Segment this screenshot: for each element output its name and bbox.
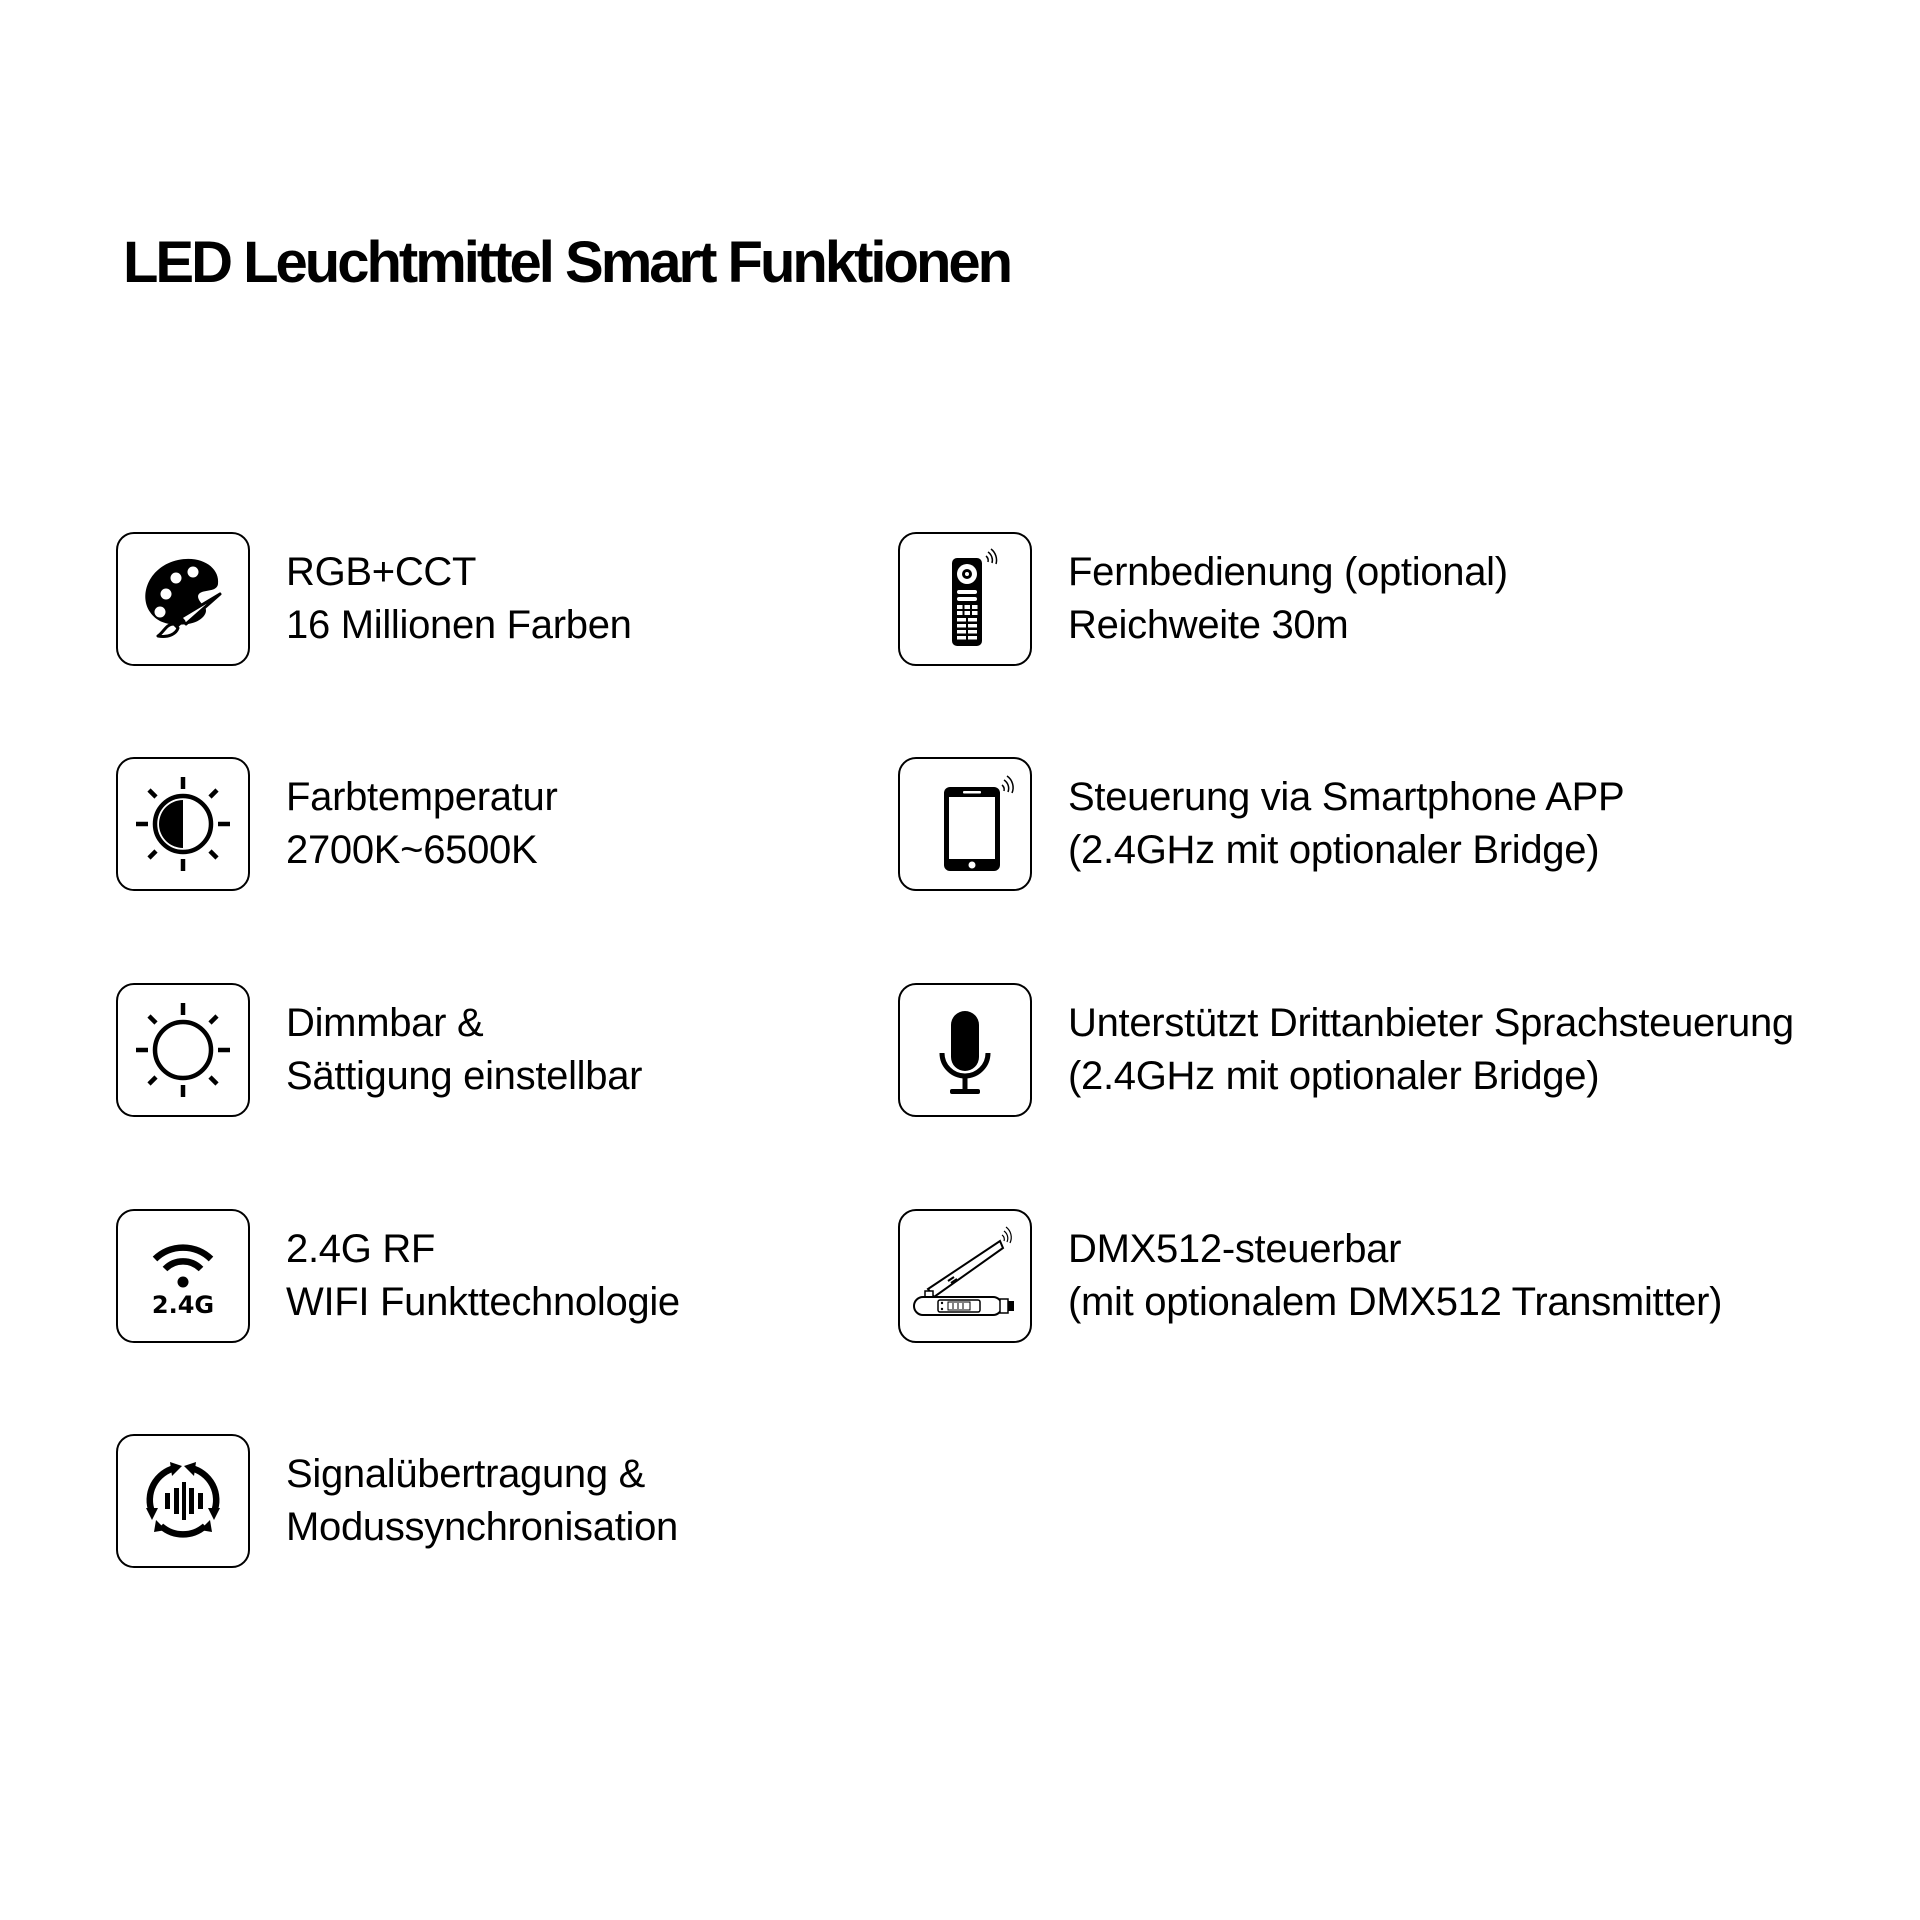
feature-detail: Modussynchronisation bbox=[286, 1505, 678, 1549]
feature-detail: 16 Millionen Farben bbox=[286, 603, 632, 647]
feature-detail: Sättigung einstellbar bbox=[286, 1054, 643, 1098]
smartphone-icon bbox=[898, 757, 1032, 891]
feature-title: Unterstützt Drittanbieter Sprachsteuerung bbox=[1068, 1001, 1794, 1045]
feature-detail: Reichweite 30m bbox=[1068, 603, 1349, 647]
feature-title: DMX512-steuerbar bbox=[1068, 1227, 1402, 1271]
feature-title: Farbtemperatur bbox=[286, 775, 558, 819]
feature-signal-sync bbox=[116, 1434, 678, 1568]
feature-voice-control bbox=[898, 983, 1794, 1117]
feature-dmx512 bbox=[898, 1209, 1722, 1343]
feature-title: Signalübertragung & bbox=[286, 1452, 646, 1496]
feature-detail: 2700K~6500K bbox=[286, 828, 538, 872]
feature-detail: (2.4GHz mit optionaler Bridge) bbox=[1068, 828, 1600, 872]
feature-color-temperature bbox=[116, 757, 557, 891]
feature-title: Fernbedienung (optional) bbox=[1068, 550, 1508, 594]
feature-detail: WIFI Funkttechnologie bbox=[286, 1280, 680, 1324]
feature-remote-control bbox=[898, 532, 1508, 666]
brightness-sun-icon bbox=[116, 983, 250, 1117]
page-title: LED Leuchtmittel Smart Funktionen bbox=[123, 230, 1011, 295]
wifi-icon-label: 2.4G bbox=[151, 1291, 215, 1319]
wifi-2.4g-icon bbox=[116, 1209, 250, 1343]
feature-rgb-cct bbox=[116, 532, 632, 666]
dmx-transmitter-icon bbox=[898, 1209, 1032, 1343]
feature-title: Steuerung via Smartphone APP bbox=[1068, 775, 1625, 819]
feature-title: RGB+CCT bbox=[286, 550, 477, 594]
microphone-icon bbox=[898, 983, 1032, 1117]
feature-title: 2.4G RF bbox=[286, 1227, 436, 1271]
feature-title: Dimmbar & bbox=[286, 1001, 484, 1045]
feature-dimmable bbox=[116, 983, 642, 1117]
color-temperature-icon bbox=[116, 757, 250, 891]
feature-smartphone-app bbox=[898, 757, 1624, 891]
signal-sync-icon bbox=[116, 1434, 250, 1568]
feature-detail: (mit optionalem DMX512 Transmitter) bbox=[1068, 1280, 1723, 1324]
feature-detail: (2.4GHz mit optionaler Bridge) bbox=[1068, 1054, 1600, 1098]
feature-2.4g-rf bbox=[116, 1209, 680, 1343]
remote-control-icon bbox=[898, 532, 1032, 666]
palette-icon bbox=[116, 532, 250, 666]
